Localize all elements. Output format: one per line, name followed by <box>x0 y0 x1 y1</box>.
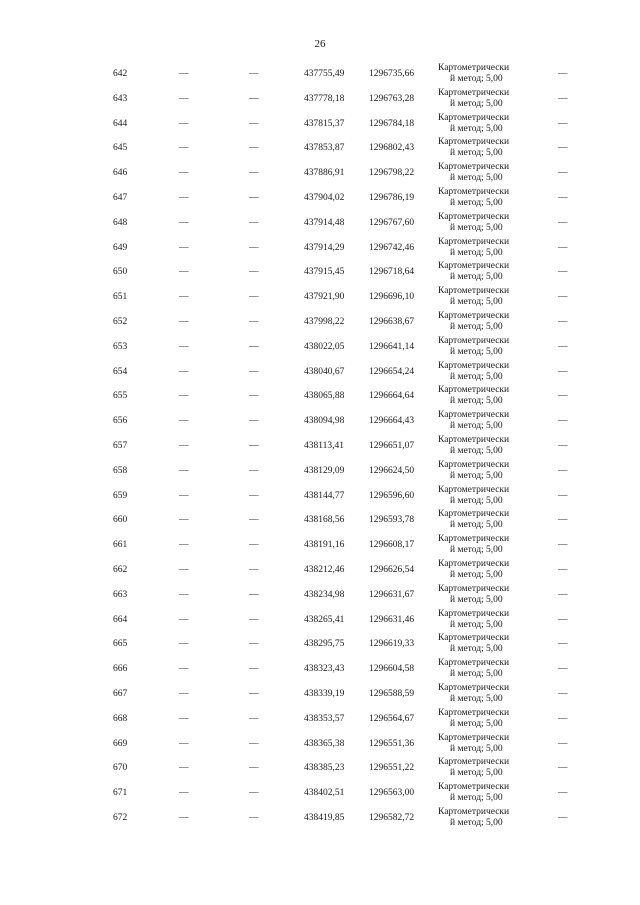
coordinate-x: 438168,56 <box>304 515 345 526</box>
empty-cell-dash: — <box>558 242 568 253</box>
coordinate-x: 437921,90 <box>304 292 345 303</box>
empty-cell-dash: — <box>249 589 259 600</box>
point-number: 660 <box>113 515 128 526</box>
empty-cell-dash: — <box>558 639 568 650</box>
coordinate-y: 1296608,17 <box>369 540 415 551</box>
coordinate-x: 438212,46 <box>304 564 345 575</box>
coordinate-y: 1296596,60 <box>369 490 415 501</box>
method-line-2: й метод; 5,00 <box>450 123 503 134</box>
empty-cell-dash: — <box>249 292 259 303</box>
method-line-2: й метод; 5,00 <box>450 495 503 506</box>
coordinate-x: 438065,88 <box>304 391 345 402</box>
point-number: 642 <box>113 69 128 79</box>
method-line-2: й метод; 5,00 <box>450 74 503 84</box>
coordinate-x: 438234,98 <box>304 589 345 600</box>
method-line-1: Картометрически <box>438 186 510 197</box>
coordinates-table <box>0 62 640 831</box>
coordinate-x: 438191,16 <box>304 540 345 551</box>
method-line-1: Картометрически <box>438 658 510 669</box>
method-line-1: Картометрически <box>438 112 510 123</box>
method-line-2: й метод; 5,00 <box>450 247 503 258</box>
empty-cell-dash: — <box>558 490 568 501</box>
coordinate-x: 437904,02 <box>304 192 345 203</box>
table-row <box>0 310 640 335</box>
empty-cell-dash: — <box>558 515 568 526</box>
coordinate-x: 438385,23 <box>304 763 345 774</box>
coordinate-y: 1296638,67 <box>369 316 415 327</box>
point-number: 645 <box>113 143 128 154</box>
table-row <box>0 533 640 558</box>
method-line-1: Картометрически <box>438 558 510 569</box>
empty-cell-dash: — <box>249 242 259 253</box>
empty-cell-dash: — <box>558 69 568 79</box>
method-line-1: Картометрически <box>438 410 510 421</box>
table-row <box>0 384 640 409</box>
empty-cell-dash: — <box>179 267 189 278</box>
table-row <box>0 756 640 781</box>
point-number: 651 <box>113 292 128 303</box>
table-row <box>0 484 640 509</box>
coordinate-x: 437815,37 <box>304 118 345 129</box>
empty-cell-dash: — <box>249 118 259 129</box>
point-number: 664 <box>113 614 128 625</box>
coordinate-x: 438419,85 <box>304 812 345 823</box>
method-line-1: Картометрически <box>438 236 510 247</box>
table-row <box>0 211 640 236</box>
empty-cell-dash: — <box>249 688 259 699</box>
empty-cell-dash: — <box>558 416 568 427</box>
empty-cell-dash: — <box>249 366 259 377</box>
method-line-1: Картометрически <box>438 682 510 693</box>
method-line-1: Картометрически <box>438 707 510 718</box>
coordinate-x: 437853,87 <box>304 143 345 154</box>
point-number: 666 <box>113 664 128 675</box>
table-row <box>0 87 640 112</box>
table-row <box>0 260 640 285</box>
coordinate-x: 437778,18 <box>304 93 345 104</box>
coordinate-y: 1296551,22 <box>369 763 415 774</box>
method-line-1: Картометрически <box>438 286 510 297</box>
empty-cell-dash: — <box>179 93 189 104</box>
empty-cell-dash: — <box>558 316 568 327</box>
point-number: 647 <box>113 192 128 203</box>
table-row <box>0 508 640 533</box>
point-number: 657 <box>113 440 128 451</box>
empty-cell-dash: — <box>249 93 259 104</box>
point-number: 667 <box>113 688 128 699</box>
coordinate-y: 1296631,67 <box>369 589 415 600</box>
empty-cell-dash: — <box>249 639 259 650</box>
method-line-2: й метод; 5,00 <box>450 693 503 704</box>
empty-cell-dash: — <box>558 217 568 228</box>
coordinate-y: 1296593,78 <box>369 515 415 526</box>
coordinate-x: 438353,57 <box>304 713 345 724</box>
coordinate-y: 1296624,50 <box>369 465 415 476</box>
empty-cell-dash: — <box>558 292 568 303</box>
empty-cell-dash: — <box>179 391 189 402</box>
method-line-1: Картометрически <box>438 310 510 321</box>
empty-cell-dash: — <box>558 614 568 625</box>
empty-cell-dash: — <box>179 69 189 79</box>
table-row <box>0 682 640 707</box>
method-line-1: Картометрически <box>438 806 510 817</box>
method-line-2: й метод; 5,00 <box>450 718 503 729</box>
empty-cell-dash: — <box>249 341 259 352</box>
method-line-1: Картометрически <box>438 211 510 222</box>
method-line-1: Картометрически <box>438 335 510 346</box>
coordinate-y: 1296763,28 <box>369 93 415 104</box>
coordinate-x: 437886,91 <box>304 168 345 179</box>
empty-cell-dash: — <box>558 788 568 799</box>
method-line-1: Картометрически <box>438 63 510 73</box>
coordinate-y: 1296735,66 <box>369 69 415 79</box>
table-row <box>0 285 640 310</box>
coordinate-y: 1296651,07 <box>369 440 415 451</box>
method-line-2: й метод; 5,00 <box>450 173 503 184</box>
coordinate-x: 437998,22 <box>304 316 345 327</box>
method-line-2: й метод; 5,00 <box>450 98 503 109</box>
empty-cell-dash: — <box>558 812 568 823</box>
empty-cell-dash: — <box>558 143 568 154</box>
point-number: 656 <box>113 416 128 427</box>
point-number: 644 <box>113 118 128 129</box>
empty-cell-dash: — <box>179 440 189 451</box>
empty-cell-dash: — <box>179 292 189 303</box>
table-row <box>0 781 640 806</box>
method-line-1: Картометрически <box>438 732 510 743</box>
point-number: 671 <box>113 788 128 799</box>
empty-cell-dash: — <box>249 316 259 327</box>
method-line-1: Картометрически <box>438 608 510 619</box>
point-number: 659 <box>113 490 128 501</box>
empty-cell-dash: — <box>249 614 259 625</box>
table-row <box>0 434 640 459</box>
empty-cell-dash: — <box>558 540 568 551</box>
empty-cell-dash: — <box>179 738 189 749</box>
table-row <box>0 806 640 831</box>
method-line-2: й метод; 5,00 <box>450 569 503 580</box>
method-line-2: й метод; 5,00 <box>450 768 503 779</box>
empty-cell-dash: — <box>179 242 189 253</box>
empty-cell-dash: — <box>249 391 259 402</box>
method-line-2: й метод; 5,00 <box>450 272 503 283</box>
coordinate-y: 1296784,18 <box>369 118 415 129</box>
empty-cell-dash: — <box>179 366 189 377</box>
method-line-1: Картометрически <box>438 509 510 520</box>
empty-cell-dash: — <box>249 440 259 451</box>
table-row <box>0 62 640 87</box>
empty-cell-dash: — <box>179 465 189 476</box>
coordinate-y: 1296664,43 <box>369 416 415 427</box>
method-line-2: й метод; 5,00 <box>450 148 503 159</box>
point-number: 650 <box>113 267 128 278</box>
empty-cell-dash: — <box>179 316 189 327</box>
empty-cell-dash: — <box>558 341 568 352</box>
empty-cell-dash: — <box>249 192 259 203</box>
coordinate-y: 1296798,22 <box>369 168 415 179</box>
coordinate-x: 437755,49 <box>304 69 345 79</box>
empty-cell-dash: — <box>249 465 259 476</box>
method-line-1: Картометрически <box>438 782 510 793</box>
coordinate-x: 438402,51 <box>304 788 345 799</box>
point-number: 669 <box>113 738 128 749</box>
method-line-2: й метод; 5,00 <box>450 743 503 754</box>
method-line-1: Картометрически <box>438 534 510 545</box>
empty-cell-dash: — <box>249 713 259 724</box>
empty-cell-dash: — <box>558 589 568 600</box>
point-number: 655 <box>113 391 128 402</box>
empty-cell-dash: — <box>558 564 568 575</box>
coordinate-x: 438040,67 <box>304 366 345 377</box>
empty-cell-dash: — <box>249 564 259 575</box>
method-line-1: Картометрически <box>438 137 510 148</box>
empty-cell-dash: — <box>249 664 259 675</box>
coordinate-y: 1296626,54 <box>369 564 415 575</box>
method-line-2: й метод; 5,00 <box>450 346 503 357</box>
coordinate-x: 438265,41 <box>304 614 345 625</box>
empty-cell-dash: — <box>558 664 568 675</box>
empty-cell-dash: — <box>179 540 189 551</box>
empty-cell-dash: — <box>179 143 189 154</box>
empty-cell-dash: — <box>558 713 568 724</box>
method-line-1: Картометрически <box>438 434 510 445</box>
table-row <box>0 558 640 583</box>
empty-cell-dash: — <box>558 688 568 699</box>
method-line-2: й метод; 5,00 <box>450 619 503 630</box>
coordinate-x: 438144,77 <box>304 490 345 501</box>
empty-cell-dash: — <box>249 540 259 551</box>
coordinate-y: 1296551,36 <box>369 738 415 749</box>
point-number: 668 <box>113 713 128 724</box>
point-number: 665 <box>113 639 128 650</box>
empty-cell-dash: — <box>558 465 568 476</box>
method-line-2: й метод; 5,00 <box>450 197 503 208</box>
method-line-2: й метод; 5,00 <box>450 669 503 680</box>
empty-cell-dash: — <box>558 93 568 104</box>
point-number: 663 <box>113 589 128 600</box>
empty-cell-dash: — <box>249 416 259 427</box>
method-line-1: Картометрически <box>438 484 510 495</box>
table-row <box>0 409 640 434</box>
coordinate-x: 438094,98 <box>304 416 345 427</box>
coordinate-x: 437914,29 <box>304 242 345 253</box>
coordinate-x: 438113,41 <box>304 440 345 451</box>
point-number: 670 <box>113 763 128 774</box>
empty-cell-dash: — <box>179 713 189 724</box>
method-line-2: й метод; 5,00 <box>450 371 503 382</box>
table-row <box>0 161 640 186</box>
coordinate-x: 437915,45 <box>304 267 345 278</box>
method-line-1: Картометрически <box>438 459 510 470</box>
point-number: 654 <box>113 366 128 377</box>
empty-cell-dash: — <box>179 812 189 823</box>
empty-cell-dash: — <box>179 664 189 675</box>
method-line-2: й метод; 5,00 <box>450 644 503 655</box>
empty-cell-dash: — <box>249 143 259 154</box>
coordinate-y: 1296563,00 <box>369 788 415 799</box>
empty-cell-dash: — <box>179 688 189 699</box>
coordinate-y: 1296696,10 <box>369 292 415 303</box>
method-line-2: й метод; 5,00 <box>450 470 503 481</box>
method-line-2: й метод; 5,00 <box>450 297 503 308</box>
table-row <box>0 360 640 385</box>
empty-cell-dash: — <box>249 788 259 799</box>
coordinate-x: 438022,05 <box>304 341 345 352</box>
method-line-1: Картометрически <box>438 633 510 644</box>
empty-cell-dash: — <box>249 738 259 749</box>
table-row <box>0 335 640 360</box>
coordinate-y: 1296718,64 <box>369 267 415 278</box>
empty-cell-dash: — <box>179 763 189 774</box>
point-number: 658 <box>113 465 128 476</box>
table-row <box>0 608 640 633</box>
table-row <box>0 657 640 682</box>
table-row <box>0 732 640 757</box>
method-line-2: й метод; 5,00 <box>450 445 503 456</box>
method-line-2: й метод; 5,00 <box>450 793 503 804</box>
page-number: 26 <box>314 38 326 50</box>
method-line-1: Картометрически <box>438 87 510 98</box>
method-line-1: Картометрически <box>438 757 510 768</box>
method-line-1: Картометрически <box>438 162 510 173</box>
empty-cell-dash: — <box>179 515 189 526</box>
method-line-2: й метод; 5,00 <box>450 421 503 432</box>
point-number: 662 <box>113 564 128 575</box>
coordinate-x: 438339,19 <box>304 688 345 699</box>
empty-cell-dash: — <box>558 168 568 179</box>
coordinate-y: 1296767,60 <box>369 217 415 228</box>
empty-cell-dash: — <box>558 391 568 402</box>
table-row <box>0 459 640 484</box>
method-line-2: й метод; 5,00 <box>450 594 503 605</box>
empty-cell-dash: — <box>179 788 189 799</box>
method-line-2: й метод; 5,00 <box>450 545 503 556</box>
method-line-2: й метод; 5,00 <box>450 817 503 828</box>
empty-cell-dash: — <box>179 490 189 501</box>
coordinate-y: 1296742,46 <box>369 242 415 253</box>
coordinate-y: 1296604,58 <box>369 664 415 675</box>
method-line-2: й метод; 5,00 <box>450 321 503 332</box>
table-row <box>0 236 640 261</box>
empty-cell-dash: — <box>249 812 259 823</box>
method-line-1: Картометрически <box>438 385 510 396</box>
point-number: 652 <box>113 316 128 327</box>
empty-cell-dash: — <box>249 69 259 79</box>
empty-cell-dash: — <box>558 440 568 451</box>
coordinate-x: 438295,75 <box>304 639 345 650</box>
empty-cell-dash: — <box>249 515 259 526</box>
point-number: 643 <box>113 93 128 104</box>
empty-cell-dash: — <box>249 763 259 774</box>
point-number: 661 <box>113 540 128 551</box>
empty-cell-dash: — <box>179 192 189 203</box>
method-line-2: й метод; 5,00 <box>450 520 503 531</box>
empty-cell-dash: — <box>558 118 568 129</box>
empty-cell-dash: — <box>249 490 259 501</box>
empty-cell-dash: — <box>249 168 259 179</box>
point-number: 646 <box>113 168 128 179</box>
table-row <box>0 136 640 161</box>
method-line-2: й метод; 5,00 <box>450 222 503 233</box>
empty-cell-dash: — <box>179 168 189 179</box>
coordinate-y: 1296786,19 <box>369 192 415 203</box>
coordinate-y: 1296631,46 <box>369 614 415 625</box>
coordinate-y: 1296619,33 <box>369 639 415 650</box>
point-number: 648 <box>113 217 128 228</box>
table-row <box>0 186 640 211</box>
method-line-1: Картометрически <box>438 360 510 371</box>
table-row <box>0 707 640 732</box>
method-line-1: Картометрически <box>438 583 510 594</box>
table-row <box>0 583 640 608</box>
coordinate-y: 1296664,64 <box>369 391 415 402</box>
point-number: 672 <box>113 812 128 823</box>
coordinate-y: 1296641,14 <box>369 341 415 352</box>
empty-cell-dash: — <box>179 118 189 129</box>
method-line-1: Картометрически <box>438 261 510 272</box>
empty-cell-dash: — <box>558 366 568 377</box>
coordinate-x: 438365,38 <box>304 738 345 749</box>
empty-cell-dash: — <box>249 267 259 278</box>
empty-cell-dash: — <box>179 341 189 352</box>
method-line-2: й метод; 5,00 <box>450 396 503 407</box>
empty-cell-dash: — <box>179 589 189 600</box>
coordinate-y: 1296654,24 <box>369 366 415 377</box>
empty-cell-dash: — <box>179 614 189 625</box>
point-number: 649 <box>113 242 128 253</box>
empty-cell-dash: — <box>558 267 568 278</box>
empty-cell-dash: — <box>558 738 568 749</box>
empty-cell-dash: — <box>179 217 189 228</box>
coordinate-x: 438323,43 <box>304 664 345 675</box>
coordinate-y: 1296802,43 <box>369 143 415 154</box>
point-number: 653 <box>113 341 128 352</box>
empty-cell-dash: — <box>179 416 189 427</box>
empty-cell-dash: — <box>179 564 189 575</box>
coordinate-x: 438129,09 <box>304 465 345 476</box>
empty-cell-dash: — <box>179 639 189 650</box>
empty-cell-dash: — <box>558 192 568 203</box>
table-row <box>0 112 640 137</box>
coordinate-y: 1296588,59 <box>369 688 415 699</box>
coordinate-y: 1296564,67 <box>369 713 415 724</box>
table-row <box>0 632 640 657</box>
empty-cell-dash: — <box>558 763 568 774</box>
coordinate-y: 1296582,72 <box>369 812 415 823</box>
coordinate-x: 437914,48 <box>304 217 345 228</box>
empty-cell-dash: — <box>249 217 259 228</box>
